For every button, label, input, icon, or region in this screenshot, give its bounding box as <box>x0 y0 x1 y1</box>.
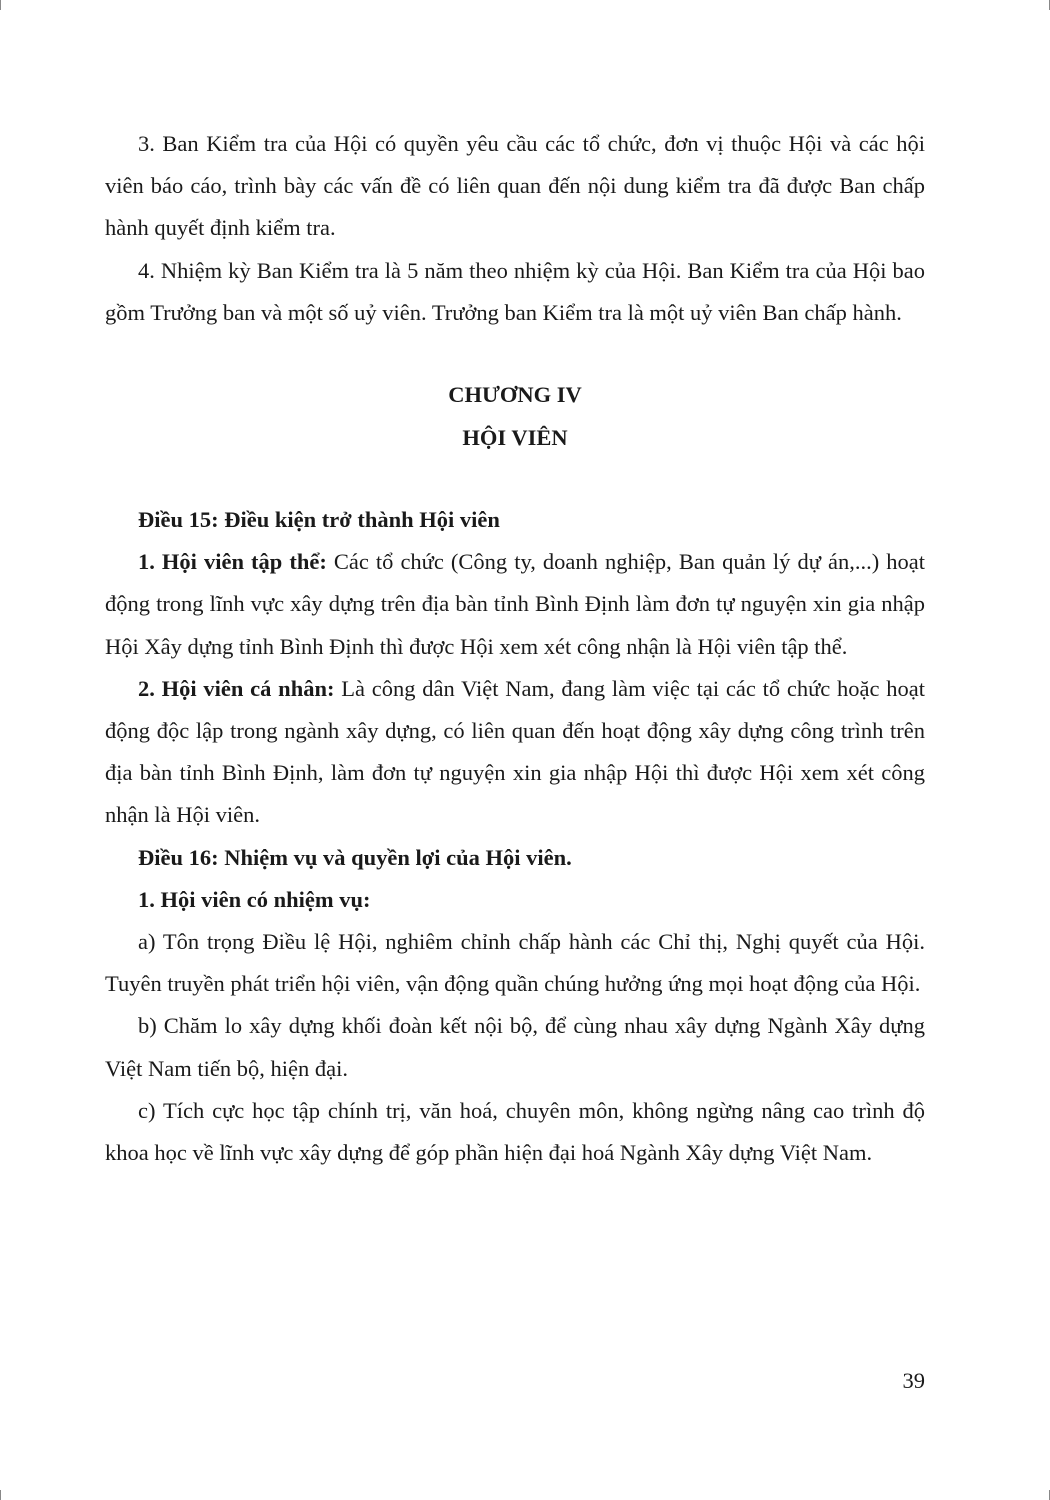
article-16-subheading: 1. Hội viên có nhiệm vụ: <box>138 886 371 912</box>
article-16-item-a: a) Tôn trọng Điều lệ Hội, nghiêm chỉnh chấp hành các Chỉ thị, Nghị quyết của Hội. Tuyên truyền phát triển hội viên, vận động quần chúng hưởng ứng mọi hoạt động của Hội. <box>105 929 925 997</box>
crop-mark-top-right <box>1039 0 1050 10</box>
article-15-item-1-label: 1. Hội viên tập thể: <box>138 549 327 575</box>
chapter-number: CHƯƠNG IV <box>448 382 582 408</box>
article-16-heading: Điều 16: Nhiệm vụ và quyền lợi của Hội viên. <box>138 844 572 870</box>
article-16-item-b: b) Chăm lo xây dựng khối đoàn kết nội bộ, để cùng nhau xây dựng Ngành Xây dựng Việt Nam tiến bộ, hiện đại. <box>105 1013 925 1081</box>
article-15-item-2-label: 2. Hội viên cá nhân: <box>138 675 335 701</box>
page-content <box>105 123 925 1174</box>
page-number: 39 <box>902 1368 925 1393</box>
paragraph-clause-4: 4. Nhiệm kỳ Ban Kiểm tra là 5 năm theo nhiệm kỳ của Hội. Ban Kiểm tra của Hội bao gồm Trưởng ban và một số uỷ viên. Trưởng ban Kiểm tra là một uỷ viên Ban chấp hành. <box>105 257 925 325</box>
chapter-title: HỘI VIÊN <box>462 424 568 450</box>
article-15-item-1-text: Các tổ chức (Công ty, doanh nghiệp, Ban quản lý dự án,...) hoạt động trong lĩnh vực xây dựng trên địa bàn tỉnh Bình Định làm đơn tự nguyện xin gia nhập Hội Xây dựng tỉnh Bình Định thì được Hội xem xét công nhận là Hội viên tập thể. <box>105 549 925 659</box>
paragraph-clause-3: 3. Ban Kiểm tra của Hội có quyền yêu cầu các tổ chức, đơn vị thuộc Hội và các hội viên báo cáo, trình bày các vấn đề có liên quan đến nội dung kiểm tra đã được Ban chấp hành quyết định kiểm tra. <box>105 131 925 241</box>
crop-mark-bottom-left <box>0 1490 11 1500</box>
article-15-heading: Điều 15: Điều kiện trở thành Hội viên <box>138 507 500 533</box>
article-16-item-c: c) Tích cực học tập chính trị, văn hoá, chuyên môn, không ngừng nâng cao trình độ khoa học về lĩnh vực xây dựng để góp phần hiện đại hoá Ngành Xây dựng Việt Nam. <box>105 1097 925 1166</box>
article-15-item-2 <box>105 668 925 837</box>
crop-mark-top-left <box>0 0 11 10</box>
article-15-item-1 <box>105 541 925 668</box>
chapter-heading <box>105 374 925 459</box>
crop-mark-bottom-right <box>1039 1490 1050 1500</box>
article-15-item-2-text: Là công dân Việt Nam, đang làm việc tại các tổ chức hoặc hoạt động độc lập trong ngành xây dựng, có liên quan đến hoạt động xây dựng công trình trên địa bàn tỉnh Bình Định, làm đơn tự nguyện xin gia nhập Hội thì được Hội xem xét công nhận là Hội viên. <box>105 675 925 828</box>
